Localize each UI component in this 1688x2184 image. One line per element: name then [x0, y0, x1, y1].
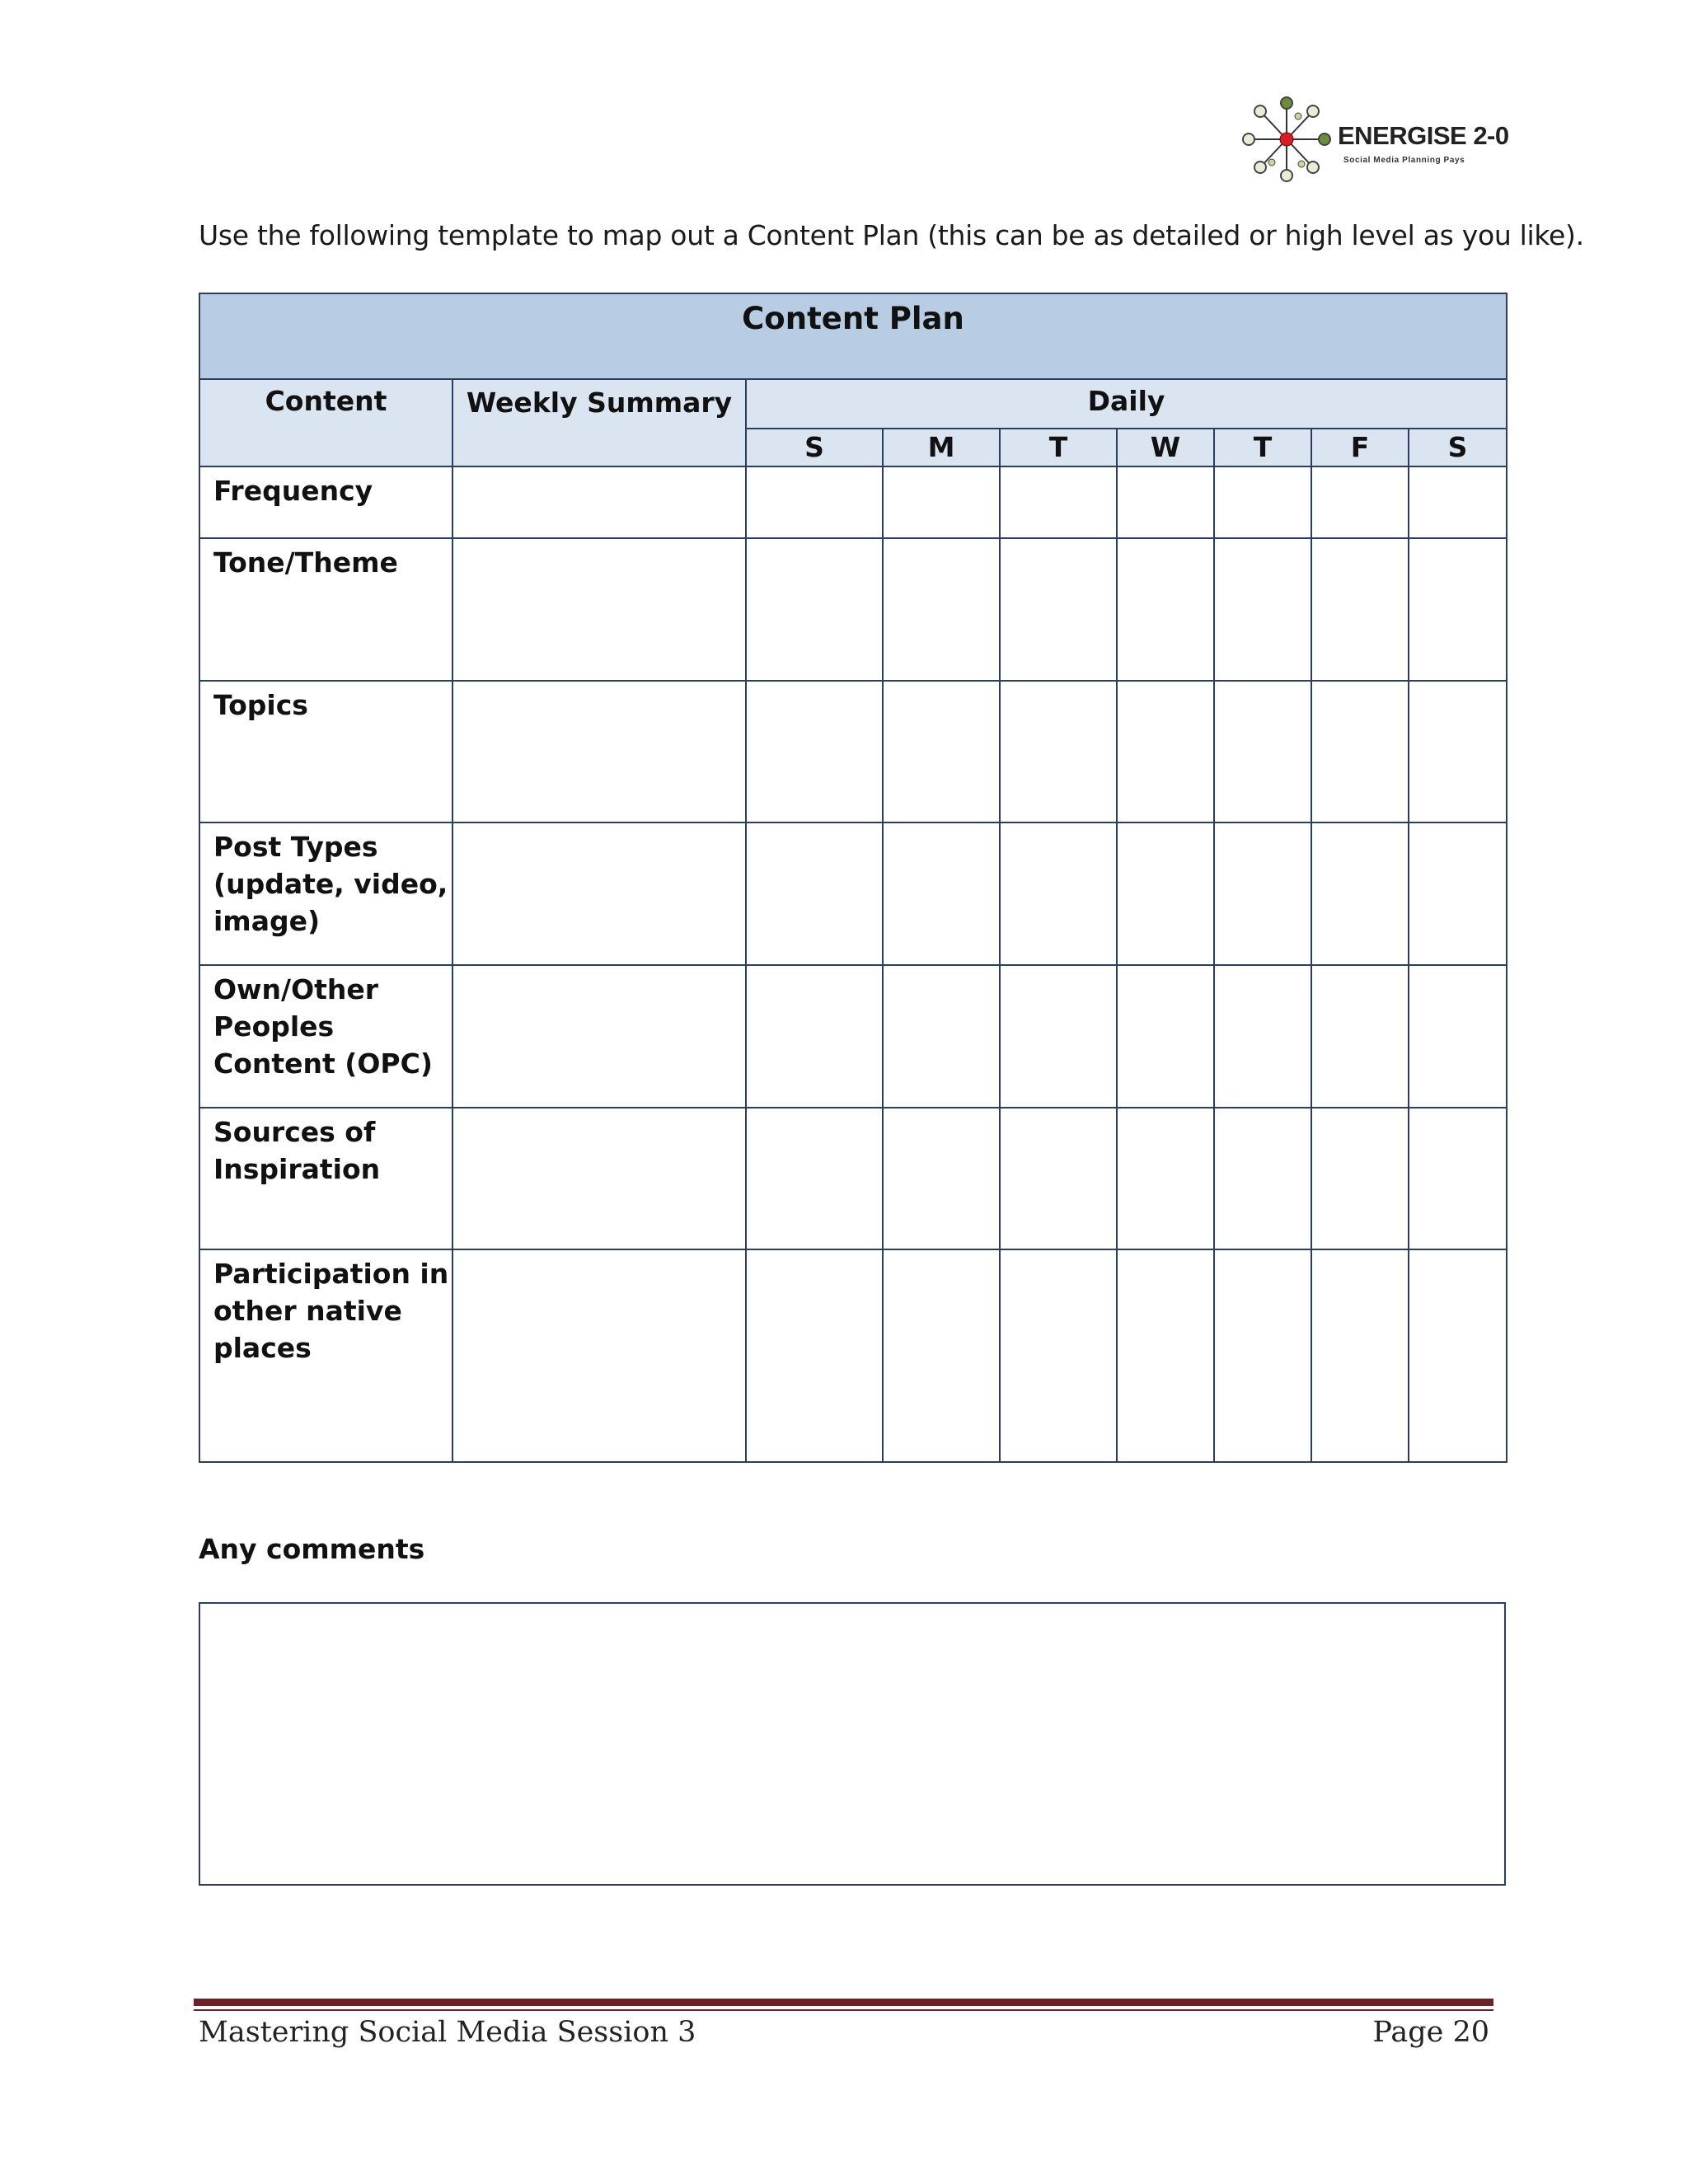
input-cell[interactable]: [1000, 681, 1117, 823]
input-cell[interactable]: [1117, 681, 1214, 823]
input-cell[interactable]: [1000, 1249, 1117, 1462]
logo-title: ENERGISE 2-0: [1338, 121, 1509, 150]
input-cell[interactable]: [746, 466, 883, 538]
input-cell[interactable]: [1409, 1108, 1507, 1249]
row-label-post-types: Post Types (update, video, image): [199, 823, 452, 965]
table-row: [199, 965, 1507, 1108]
input-cell[interactable]: [1214, 681, 1311, 823]
input-cell[interactable]: [1311, 1249, 1409, 1462]
row-label-frequency: Frequency: [199, 466, 452, 538]
input-cell[interactable]: [1311, 823, 1409, 965]
input-cell[interactable]: [883, 965, 1000, 1108]
input-cell[interactable]: [1311, 1108, 1409, 1249]
input-cell[interactable]: [1117, 965, 1214, 1108]
day-header: T: [1214, 429, 1311, 466]
row-label-participation: Participation in other native places: [199, 1249, 452, 1462]
input-cell[interactable]: [1000, 1108, 1117, 1249]
footer-rule-thin: [194, 2009, 1493, 2011]
table-row: [199, 1249, 1507, 1462]
footer-rule: [194, 1999, 1493, 2006]
header-weekly-summary: [452, 379, 746, 466]
input-cell[interactable]: [1000, 965, 1117, 1108]
input-cell[interactable]: [1409, 466, 1507, 538]
input-cell[interactable]: [452, 538, 746, 681]
input-cell[interactable]: [452, 823, 746, 965]
input-cell[interactable]: [746, 681, 883, 823]
input-cell[interactable]: [1311, 681, 1409, 823]
input-cell[interactable]: [746, 1249, 883, 1462]
network-logo-icon: [1240, 95, 1339, 185]
day-header: F: [1311, 429, 1409, 466]
input-cell[interactable]: [1409, 1249, 1507, 1462]
day-header: W: [1117, 429, 1214, 466]
input-cell[interactable]: [1117, 1249, 1214, 1462]
table-row: [199, 1108, 1507, 1249]
table-row: [199, 681, 1507, 823]
input-cell[interactable]: [1214, 1249, 1311, 1462]
row-label-tone-theme: Tone/Theme: [199, 538, 452, 681]
input-cell[interactable]: [1409, 965, 1507, 1108]
input-cell[interactable]: [452, 1108, 746, 1249]
table-title: Content Plan: [199, 293, 1507, 379]
input-cell[interactable]: [746, 1108, 883, 1249]
input-cell[interactable]: [1000, 538, 1117, 681]
input-cell[interactable]: [1214, 965, 1311, 1108]
comments-box[interactable]: [199, 1602, 1506, 1886]
input-cell[interactable]: [1409, 538, 1507, 681]
table-row: [199, 466, 1507, 538]
input-cell[interactable]: [746, 538, 883, 681]
day-header: S: [1409, 429, 1507, 466]
input-cell[interactable]: [883, 466, 1000, 538]
input-cell[interactable]: [746, 965, 883, 1108]
input-cell[interactable]: [883, 1108, 1000, 1249]
input-cell[interactable]: [883, 1249, 1000, 1462]
row-label-sources-of-inspiration: Sources of Inspiration: [199, 1108, 452, 1249]
input-cell[interactable]: [452, 681, 746, 823]
input-cell[interactable]: [1117, 823, 1214, 965]
input-cell[interactable]: [883, 681, 1000, 823]
input-cell[interactable]: [1311, 466, 1409, 538]
logo-tagline: Social Media Planning Pays: [1343, 156, 1465, 165]
input-cell[interactable]: [1117, 538, 1214, 681]
footer-page-number: Page 20: [1372, 2016, 1489, 2049]
input-cell[interactable]: [1409, 681, 1507, 823]
input-cell[interactable]: [1214, 1108, 1311, 1249]
input-cell[interactable]: [1214, 538, 1311, 681]
header-content: Content: [199, 379, 452, 466]
input-cell[interactable]: [883, 538, 1000, 681]
intro-text: Use the following template to map out a Content Plan (this can be as detailed or high level as you like).: [199, 219, 1584, 251]
header-weekly-summary-label: Weekly Summary: [466, 387, 733, 419]
comments-label: Any comments: [199, 1533, 425, 1565]
input-cell[interactable]: [1214, 466, 1311, 538]
input-cell[interactable]: [1311, 538, 1409, 681]
input-cell[interactable]: [452, 1249, 746, 1462]
table-row: [199, 538, 1507, 681]
table-row: [199, 823, 1507, 965]
input-cell[interactable]: [1117, 466, 1214, 538]
day-header: M: [883, 429, 1000, 466]
input-cell[interactable]: [1000, 823, 1117, 965]
input-cell[interactable]: [1311, 965, 1409, 1108]
content-plan-table: [199, 293, 1507, 1463]
day-header: T: [1000, 429, 1117, 466]
input-cell[interactable]: [746, 823, 883, 965]
footer-document-title: Mastering Social Media Session 3: [199, 2016, 696, 2049]
header-daily: Daily: [746, 379, 1507, 429]
input-cell[interactable]: [1000, 466, 1117, 538]
input-cell[interactable]: [452, 965, 746, 1108]
row-label-own-other-content: Own/Other Peoples Content (OPC): [199, 965, 452, 1108]
input-cell[interactable]: [883, 823, 1000, 965]
input-cell[interactable]: [1409, 823, 1507, 965]
row-label-topics: Topics: [199, 681, 452, 823]
input-cell[interactable]: [452, 466, 746, 538]
energise-logo: [1240, 95, 1509, 185]
day-header: S: [746, 429, 883, 466]
input-cell[interactable]: [1117, 1108, 1214, 1249]
input-cell[interactable]: [1214, 823, 1311, 965]
